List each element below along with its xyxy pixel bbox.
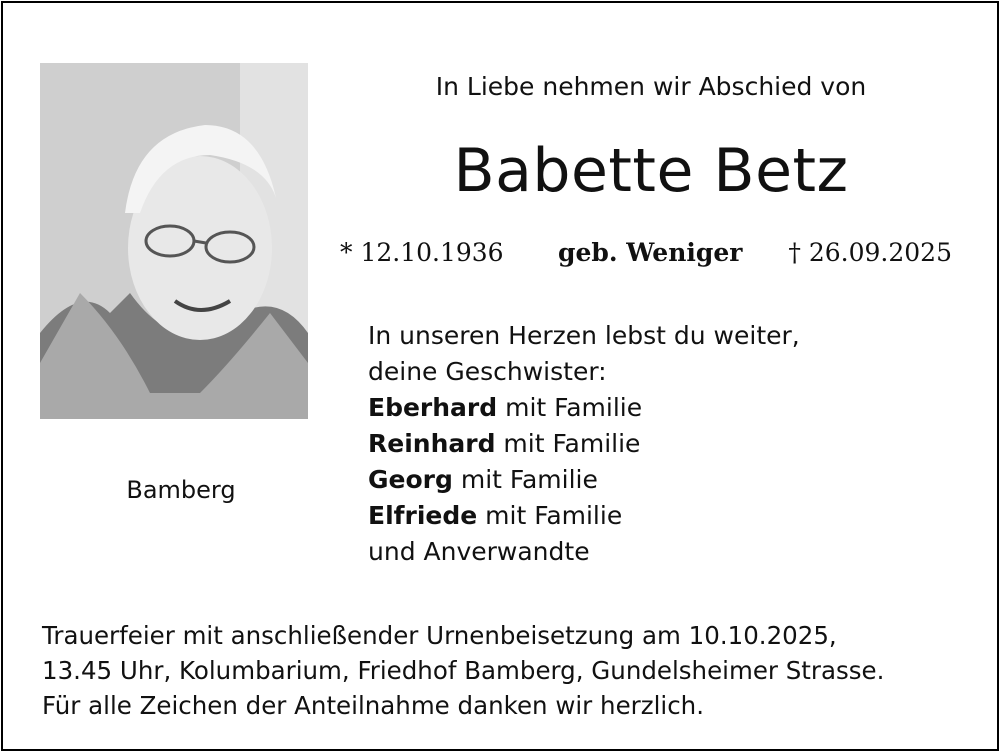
intro-line: In Liebe nehmen wir Abschied von [435, 72, 867, 101]
sibling-suffix: mit Familie [452, 465, 598, 494]
sibling-suffix: mit Familie [477, 501, 623, 530]
portrait-photo [40, 63, 308, 419]
sibling-entry [368, 426, 800, 462]
service-line: Für alle Zeichen der Anteilnahme danken wir herzlich. [42, 691, 704, 720]
service-line: Trauerfeier mit anschließender Urnenbeisetzung am 10.10.2025, [42, 621, 837, 650]
family-message [368, 318, 800, 570]
place-of-residence: Bamberg [126, 476, 236, 504]
sibling-suffix: mit Familie [495, 429, 641, 458]
sibling-entry [368, 462, 800, 498]
service-line: 13.45 Uhr, Kolumbarium, Friedhof Bamberg, Gundelsheimer Strasse. [42, 656, 885, 685]
birth-date: * 12.10.1936 [340, 238, 504, 267]
sibling-suffix: mit Familie [497, 393, 643, 422]
message-line: deine Geschwister: [368, 357, 607, 386]
death-date: † 26.09.2025 [788, 238, 952, 267]
message-closing: und Anverwandte [368, 537, 590, 566]
sibling-name: Elfriede [368, 501, 478, 530]
sibling-name: Reinhard [368, 429, 496, 458]
life-dates [340, 238, 952, 274]
sibling-entry [368, 390, 800, 426]
message-line: In unseren Herzen lebst du weiter, [368, 321, 800, 350]
funeral-service-info [42, 618, 884, 723]
sibling-name: Eberhard [368, 393, 498, 422]
sibling-name: Georg [368, 465, 453, 494]
deceased-name: Babette Betz [453, 136, 849, 206]
maiden-name: geb. Weniger [558, 238, 743, 267]
sibling-entry [368, 498, 800, 534]
